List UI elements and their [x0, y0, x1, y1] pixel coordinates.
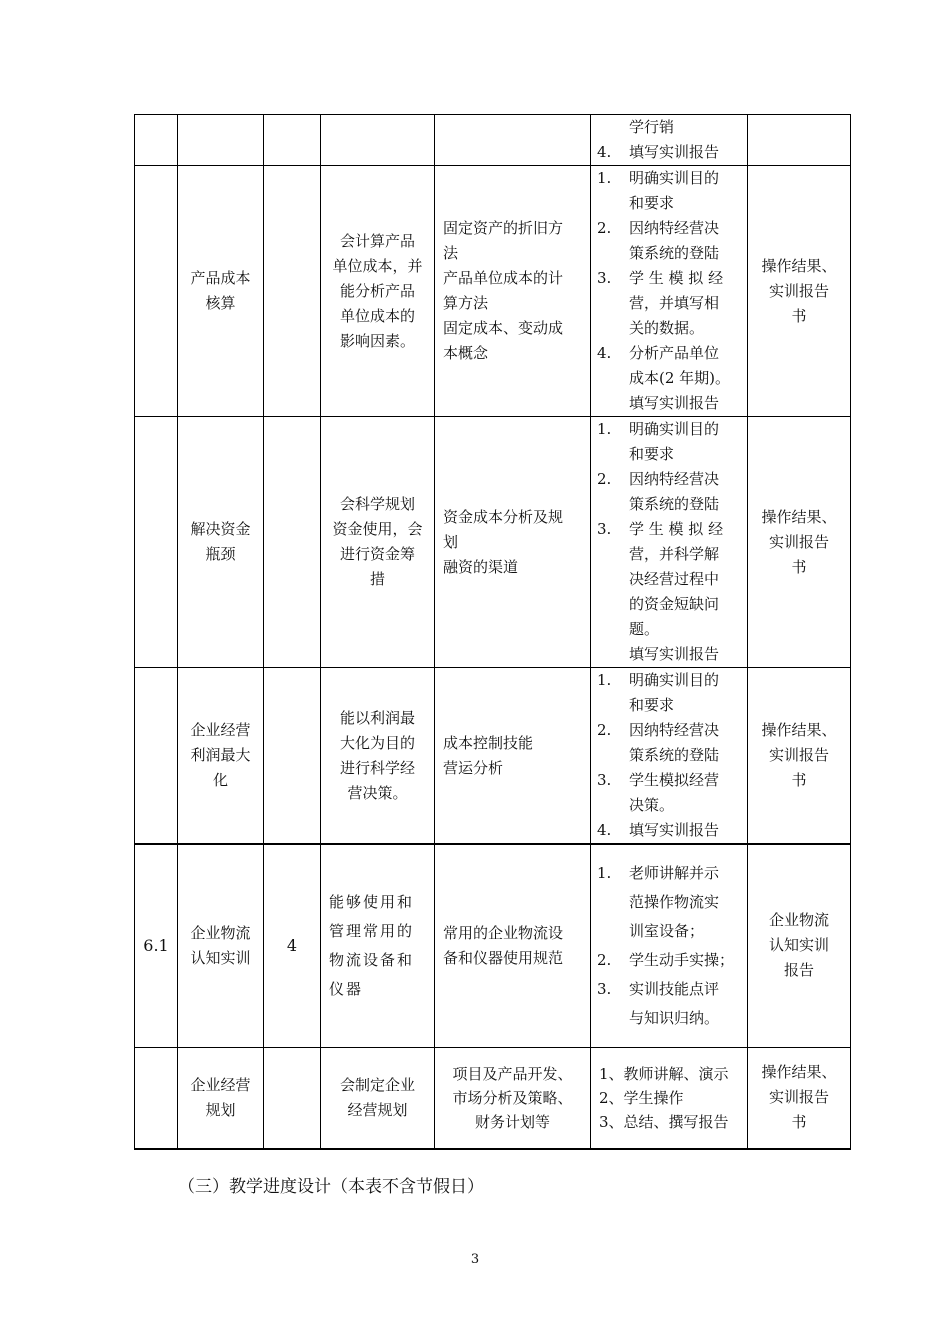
- text-line: 认知实训: [768, 936, 829, 955]
- table-row: [135, 417, 851, 668]
- text-line: 瓶颈: [205, 545, 236, 563]
- step-line: [597, 1004, 741, 1033]
- step-text: 3、总结、撰写报告: [599, 1112, 729, 1131]
- text-line: 操作结果、: [761, 256, 837, 275]
- text-line: 书: [791, 1113, 807, 1132]
- step-line: [597, 241, 741, 266]
- cell-goal: [321, 417, 435, 668]
- text-line: 进行科学经: [339, 758, 415, 777]
- step-line: [597, 316, 741, 341]
- step-line: [597, 888, 741, 917]
- step-number: 4.: [597, 344, 612, 362]
- step-line: [597, 140, 741, 165]
- cell-steps: [591, 115, 748, 166]
- step-line: [597, 818, 741, 843]
- step-line: [597, 341, 741, 366]
- step-line: [597, 668, 741, 693]
- step-text: 营，并科学解: [629, 545, 720, 563]
- text-line: 单位成本，并: [332, 256, 423, 275]
- step-number: 3.: [597, 771, 612, 789]
- cell-module-name: [178, 1047, 264, 1149]
- cell-knowledge: [435, 115, 591, 166]
- page-number: 3: [470, 1252, 480, 1267]
- text-line: 产品成本: [190, 269, 251, 287]
- text-line: 影响因素。: [339, 331, 415, 350]
- step-text: 策系统的登陆: [629, 746, 720, 764]
- text-line: 实训报告: [768, 281, 829, 300]
- text-line: 报告: [783, 961, 814, 980]
- knowledge-line: 项目及产品开发、: [452, 1064, 573, 1083]
- cell-steps: [591, 1047, 748, 1149]
- step-line: [597, 768, 741, 793]
- cell-module-name: [178, 844, 264, 1047]
- cell-steps: [591, 844, 748, 1047]
- step-line: [597, 417, 741, 442]
- step-line: [597, 567, 741, 592]
- cell-number: [135, 115, 178, 166]
- cell-number: [135, 668, 178, 845]
- step-text: 明确实训目的: [629, 169, 720, 187]
- text-line: 会计算产品: [339, 231, 415, 250]
- step-line: [597, 115, 741, 140]
- step-text: 填写实训报告: [629, 394, 720, 412]
- text-line: 能分析产品: [339, 281, 415, 300]
- step-number: 4.: [597, 143, 612, 161]
- table-row: [135, 844, 851, 1047]
- step-number: 3.: [597, 269, 612, 287]
- step-text: 因纳特经营决: [629, 721, 720, 739]
- cell-knowledge: [435, 844, 591, 1047]
- cell-module-name: [178, 417, 264, 668]
- step-number: 2.: [597, 721, 612, 739]
- step-line: [597, 492, 741, 517]
- cell-knowledge: [435, 417, 591, 668]
- text-line: 会制定企业: [339, 1075, 415, 1094]
- step-text: 明确实训目的: [629, 671, 720, 689]
- cell-goal: [321, 844, 435, 1047]
- step-line: [597, 946, 741, 975]
- text-line: 解决资金: [190, 520, 251, 538]
- step-text: 老师讲解并示: [629, 863, 720, 882]
- step-line: [597, 442, 741, 467]
- knowledge-line: 备和仪器使用规范: [443, 948, 564, 967]
- table-row: [135, 166, 851, 417]
- cell-knowledge: [435, 166, 591, 417]
- step-number: 2.: [597, 950, 612, 969]
- step-text: 决经营过程中: [629, 570, 720, 588]
- cell-number: [135, 166, 178, 417]
- cell-steps: [591, 668, 748, 845]
- section-heading: （三）教学进度设计（本表不含节假日）: [178, 1177, 484, 1197]
- step-number: 1.: [597, 863, 612, 882]
- cell-number: [135, 1047, 178, 1149]
- knowledge-line: 财务计划等: [474, 1112, 550, 1131]
- step-line: [597, 291, 741, 316]
- cell-evaluation: [748, 844, 851, 1047]
- cell-steps: [591, 166, 748, 417]
- cell-hours: [264, 668, 321, 845]
- text-line: 核算: [205, 294, 236, 312]
- text-line: 操作结果、: [761, 1063, 837, 1082]
- step-line: [597, 266, 741, 291]
- step-line: [597, 467, 741, 492]
- text-line: 营决策。: [347, 783, 408, 802]
- step-text: 2、学生操作: [599, 1088, 684, 1107]
- knowledge-line: 常用的企业物流设: [443, 923, 564, 942]
- text-line: 操作结果、: [761, 721, 837, 739]
- step-line: [599, 1062, 741, 1086]
- knowledge-line: 固定资产的折旧方: [443, 219, 564, 237]
- step-text: 策系统的登陆: [629, 244, 720, 262]
- text-line: 进行资金筹: [339, 545, 415, 563]
- cell-hours: [264, 166, 321, 417]
- text-line: 实训报告: [768, 746, 829, 764]
- training-table: [134, 114, 851, 1150]
- cell-goal: [321, 115, 435, 166]
- step-line: [597, 743, 741, 768]
- cell-evaluation: [748, 115, 851, 166]
- text-line: 资金使用，会: [332, 520, 423, 538]
- step-line: [597, 693, 741, 718]
- text-line: 会科学规划: [339, 495, 415, 513]
- cell-evaluation: [748, 668, 851, 845]
- table-row: [135, 1047, 851, 1149]
- step-text: 成本(2 年期)。: [629, 369, 731, 387]
- knowledge-line: 营运分析: [443, 758, 504, 777]
- text-line: 企业经营: [190, 1075, 251, 1094]
- step-line: [597, 216, 741, 241]
- step-line: [597, 642, 741, 667]
- step-text: 策系统的登陆: [629, 495, 720, 513]
- text-line: 能够使用和: [329, 892, 415, 911]
- step-line: [597, 517, 741, 542]
- cell-steps: [591, 417, 748, 668]
- text-line: 认知实训: [190, 948, 251, 967]
- text-line: 实训报告: [768, 532, 829, 551]
- table-row: [135, 115, 851, 166]
- text-line: 企业物流: [768, 911, 829, 930]
- text-line: 企业经营: [190, 721, 251, 739]
- step-number: 1.: [597, 420, 612, 438]
- step-text: 和要求: [629, 696, 675, 714]
- cell-number: 6.1: [135, 844, 178, 1047]
- step-line: [597, 859, 741, 888]
- step-text: 因纳特经营决: [629, 470, 720, 488]
- cell-goal: [321, 1047, 435, 1149]
- step-line: [597, 592, 741, 617]
- knowledge-line: 资金成本分析及规: [443, 507, 564, 526]
- knowledge-line: 市场分析及策略、: [452, 1088, 573, 1107]
- step-text: 训室设备；: [629, 921, 705, 940]
- knowledge-line: 固定成本、变动成: [443, 319, 564, 337]
- step-text: 与知识归纳。: [629, 1008, 720, 1027]
- step-number: 2.: [597, 470, 612, 488]
- step-line: [597, 718, 741, 743]
- knowledge-line: 融资的渠道: [443, 557, 519, 576]
- step-text: 关的数据。: [629, 319, 705, 337]
- cell-module-name: [178, 668, 264, 845]
- cell-module-name: [178, 166, 264, 417]
- step-text: 分析产品单位: [629, 344, 720, 362]
- step-line: [597, 542, 741, 567]
- step-text: 题。: [629, 620, 660, 638]
- step-text: 和要求: [629, 445, 675, 463]
- knowledge-line: 本概念: [443, 344, 489, 362]
- step-text: 学行销: [629, 118, 675, 136]
- text-line: 规划: [205, 1100, 236, 1119]
- step-text: 和要求: [629, 194, 675, 212]
- knowledge-line: 成本控制技能: [443, 733, 534, 752]
- text-line: 措: [369, 570, 385, 588]
- cell-goal: [321, 166, 435, 417]
- text-line: 能以利润最: [339, 708, 415, 727]
- text-line: 大化为目的: [339, 733, 415, 752]
- knowledge-line: 产品单位成本的计: [443, 269, 564, 287]
- step-text: 学 生 模 拟 经: [629, 520, 724, 538]
- text-line: 实训报告: [768, 1088, 829, 1107]
- step-number: 3.: [597, 979, 612, 998]
- step-line: [597, 391, 741, 416]
- step-line: [597, 191, 741, 216]
- step-line: [597, 617, 741, 642]
- step-text: 1、教师讲解、演示: [599, 1064, 729, 1083]
- step-line: [597, 166, 741, 191]
- step-text: 填写实训报告: [629, 821, 720, 839]
- step-line: [597, 793, 741, 818]
- text-line: 书: [791, 771, 807, 789]
- text-line: 管理常用的: [329, 921, 415, 940]
- step-line: [597, 917, 741, 946]
- text-line: 操作结果、: [761, 507, 837, 526]
- table-row: [135, 668, 851, 845]
- step-number: 1.: [597, 671, 612, 689]
- step-text: 学 生 模 拟 经: [629, 269, 724, 287]
- step-number: 2.: [597, 219, 612, 237]
- text-line: 利润最大: [190, 746, 251, 764]
- step-text: 实训技能点评: [629, 979, 720, 998]
- text-line: 物流设备和: [329, 950, 415, 969]
- text-line: 单位成本的: [339, 306, 415, 325]
- text-line: 书: [791, 557, 807, 576]
- cell-hours: [264, 1047, 321, 1149]
- cell-evaluation: [748, 417, 851, 668]
- step-line: [597, 366, 741, 391]
- step-text: 填写实训报告: [629, 645, 720, 663]
- text-line: 书: [791, 306, 807, 325]
- step-text: 营，并填写相: [629, 294, 720, 312]
- knowledge-line: 法: [443, 244, 459, 262]
- step-line: [599, 1110, 741, 1134]
- step-number: 1.: [597, 169, 612, 187]
- step-line: [599, 1086, 741, 1110]
- step-line: [597, 975, 741, 1004]
- step-text: 学生模拟经营: [629, 771, 720, 789]
- cell-hours: 4: [264, 844, 321, 1047]
- step-text: 的资金短缺问: [629, 595, 720, 613]
- cell-evaluation: [748, 166, 851, 417]
- knowledge-line: 算方法: [443, 294, 489, 312]
- cell-number: [135, 417, 178, 668]
- cell-module-name: [178, 115, 264, 166]
- cell-hours: [264, 115, 321, 166]
- text-line: 仪器: [329, 979, 364, 998]
- step-number: 3.: [597, 520, 612, 538]
- step-number: 4.: [597, 821, 612, 839]
- knowledge-line: 划: [443, 532, 459, 551]
- cell-knowledge: [435, 668, 591, 845]
- step-text: 明确实训目的: [629, 420, 720, 438]
- step-text: 范操作物流实: [629, 892, 720, 911]
- step-text: 学生动手实操；: [629, 950, 735, 969]
- text-line: 企业物流: [190, 923, 251, 942]
- text-line: 经营规划: [347, 1100, 408, 1119]
- step-text: 决策。: [629, 796, 675, 814]
- cell-evaluation: [748, 1047, 851, 1149]
- step-text: 因纳特经营决: [629, 219, 720, 237]
- cell-knowledge: [435, 1047, 591, 1149]
- cell-hours: [264, 417, 321, 668]
- cell-goal: [321, 668, 435, 845]
- text-line: 化: [212, 771, 228, 789]
- step-text: 填写实训报告: [629, 143, 720, 161]
